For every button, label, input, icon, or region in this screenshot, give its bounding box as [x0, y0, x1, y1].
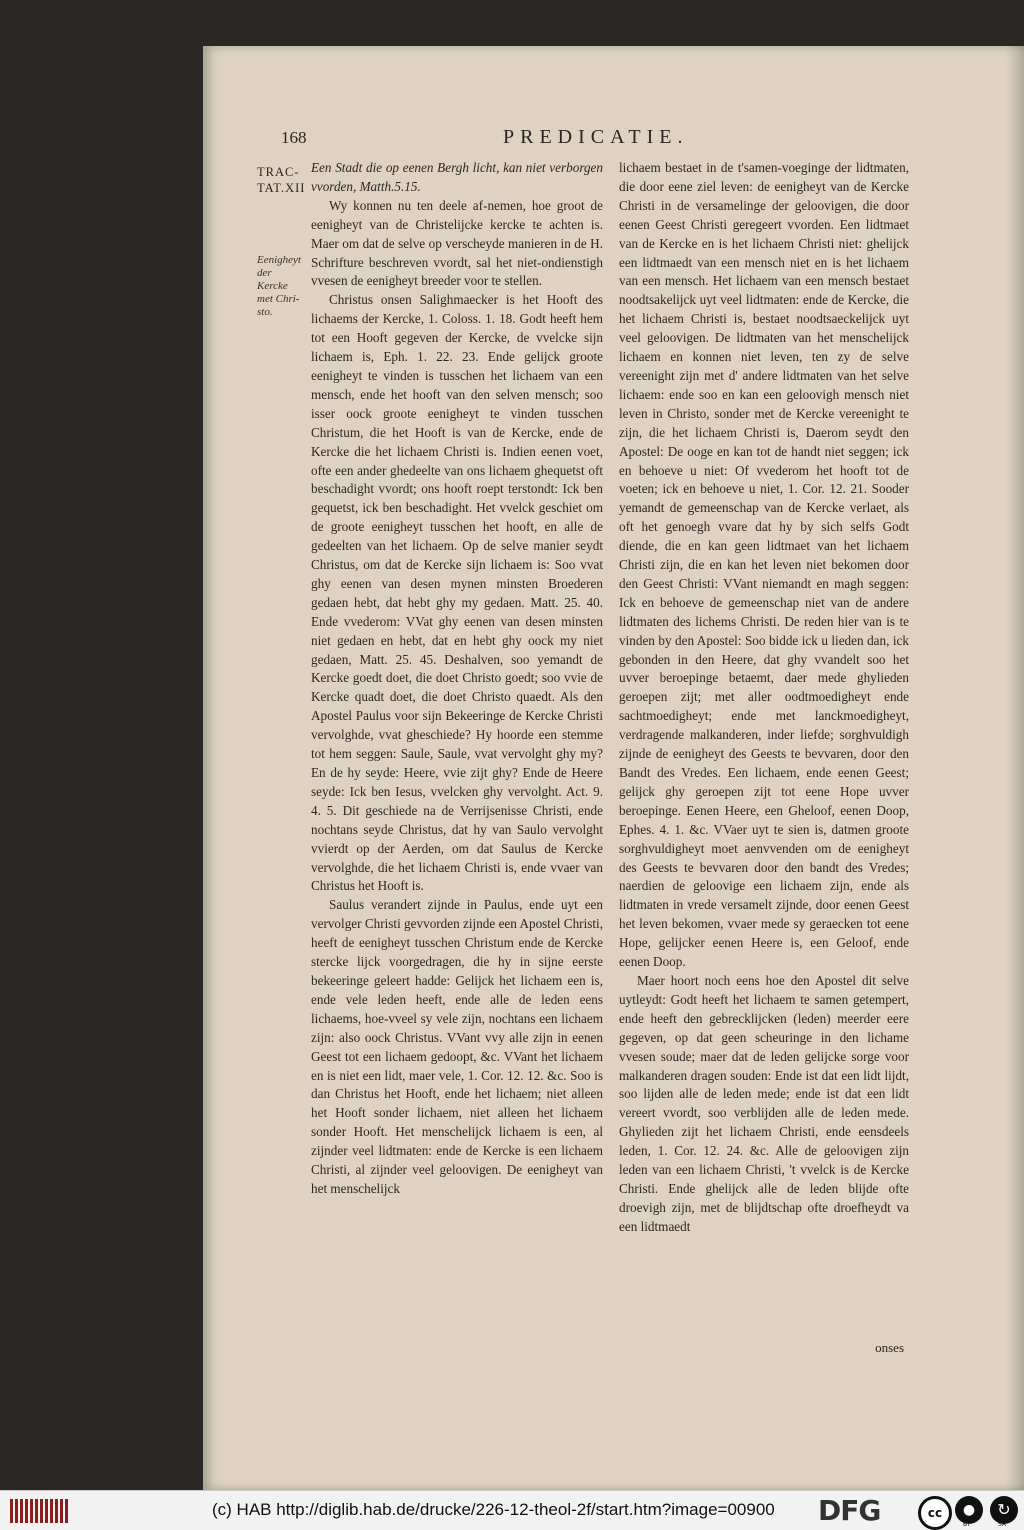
cc-icon: cc — [918, 1496, 952, 1530]
page-number: 168 — [281, 128, 307, 147]
left-paragraph: Een Stadt die op eenen Bergh licht, kan niet verborgen vvorden, Matth.5.15. — [311, 160, 603, 194]
running-title: PREDICATIE. — [503, 126, 689, 148]
sa-icon: ↻ — [990, 1496, 1018, 1524]
book-page — [203, 46, 1024, 1490]
page-edge-shadow — [1006, 46, 1024, 1490]
hab-barcode-icon — [10, 1499, 68, 1523]
left-paragraph: Christus onsen Salighmaecker is het Hooft des lichaems der Kercke, 1. Coloss. 1. 18. Godt heeft hem tot een Hooft gegeven der Kercke, de vvelcke sijn lichaem is, Eph. 1. 22. 23. Ende gelijck groote eenigheyt te vinden is tusschen het lichaem van een mensch, ende het hooft van den selven mensch; soo isser oock groote eenigheyt te vinden tusschen Christum, die het Hooft is van de Kercke, ende de Kercke die het lichaem Christi is. Indien eenen voet, ofte een ander ghedeelte van ons lichaem ghequetst oft beschadight vvordt; ons hooft roept terstondt: Ick ben gequetst, ick ben beschadight. Het vvelck geschiet om de groote eenigheyt tusschen het hooft, en alle de gedeelten van het lichaem. Op de selve manier seydt Christus, om dat de Kercke sijn lichaem is: Soo vvat ghy eenen van desen mynen minsten Broederen gedaen hebt, dat hebt ghy my gedaen. Matt. 25. 40. Ende vvederom: VVat ghy eenen van desen minsten niet gedaen en hebt, dat en hebt ghy oock my niet gedaen, Matt. 25. 45. Deshalven, soo yemandt de Kercke goedt doet, die doet Christo goedt; soo vvie de Kercke quadt doet, die doet Christo quaedt. Als den Apostel Paulus voor sijn Bekeeringe de Kercke Christi vervolghde, vvat gheschiede? Hy hoorde een stemme tot hem seggen: Saule, Saule, vvat vervolght ghy my? En de hy seyde: Heere, vvie zijt ghy? Ende de Heere seyde: Ick ben Iesus, vvelcken ghy vervolght. Act. 9. 4. 5. Dit geschiede na de Verrijsenisse Christi, ende nochtans seyde Christus, dat hy van Saulo vervolght vvierdt op der Aerden, om dat Saulus de Kercke vervolghde, die het lichaem Christi is, ende vvaer van Christus het Hooft is. — [311, 292, 603, 894]
margin-note: Eenigheyt der Kercke met Chri-sto. — [257, 254, 301, 318]
left-column — [311, 159, 603, 1199]
dfg-logo: DFG — [818, 1494, 881, 1527]
right-column — [619, 159, 909, 1237]
by-icon: ● — [955, 1496, 983, 1524]
right-paragraph: lichaem bestaet in de t'samen-voeginge der lidtmaten, die door eene ziel leven: de eenigheyt van de Kercke Christi in de versamelinge der geloovigen, die door eenen Geest Christi geregeert vvorden. Een lidtmaet van de Kercke en is het lichaem Christi niet: ghelijck een lidtmaedt van een mensch niet en is het lichaem van een mensch. Het lichaem van een mensch bestaet noodtsakelijck uyt veel lidtmaten: ende de Kercke, die het lichaem Christi is, bestaet noodtsaeckelijck uyt veel geloovigen. De lidtmaten van het menschelijck lichaem en konnen niet leven, ten zy de selve vereenight zijn met d' andere lidtmaten van het selve lichaem: ende soo en kan een geloovigh mensch niet leven in Christo, sonder met de Kercke vereenight te zijn, die het lichaem Christi is, Daerom seydt den Apostel: De ooge en kan tot de handt niet seggen; ick en behoeve u niet: Of vvederom het hooft tot de voeten; ick en behoeve u niet, 1. Cor. 12. 21. Sooder yemandt de gemeenschap van de Kercke verlaet, als oft het genoegh vvare dat hy by sich selfs Godt diende, die en kan geen lidtmaet van het lichaem Christi zijn, die en kan het leven niet bekomen door den Geest Christi: VVant niemandt en magh seggen: Ick en behoeve de gemeenschap niet van de andere lidtmaten des lichems Christi. De reden hier van is te vinden by den Apostel: Soo bidde ick u lieden dan, ick gebonden in den Heere, dat ghy vvandelt soo het uvver beroepinge betaemt, daer mede ghylieden geroepen zijt; met aller oodtmoedigheyt ende sachtmoedigheyt; ende met lanckmoedigheyt, verdragende malkanderen, inder liefde; sorghvuldigh zijnde de eenigheyt des Geests te bevvaren, door den Bandt des Vredes. Een lichaem, ende eenen Geest; gelijck ghy geroepen zijt tot eene Hope uvver beroepinge. Eenen Heere, een Gheloof, eenen Doop, Ephes. 4. 1. &c. VVaer uyt te sien is, datmen groote sorghvuldigheyt moet aenvvenden om de eenigheyt des Geests te bevvaren door den bandt des Vredes; naerdien de geloovige een lichaem zijn, ende als lidtmaten in vrede versamelt zijnde, door eenen Geest het leven bekomen, vvaer mede sy geraecken tot eene Hope, gelijcker eenen Heere is, een Geloof, ende eenen Doop. — [619, 160, 909, 970]
sa-label: SA — [998, 1521, 1007, 1528]
left-paragraph: Saulus verandert zijnde in Paulus, ende uyt een vervolger Christi gevvorden zijnde een Apostel Christi, heeft de eenigheyt tusschen Christum ende de Kercke stercke lijck voorgedragen, die hy in sijne eerste bekeeringe geleert hadde: Gelijck het lichaem een is, ende vele leden heeft, ende alle de leden eens lichaems, hoe-vveel sy vele zijn, nochtans een lichaem zijn: also oock Christus. VVant vvy alle zijn in eenen Geest tot een lichaem gedoopt, &c. VVant het lichaem en is niet een lidt, maer vele, 1. Cor. 12. 12. &c. Soo is dan Christus het Hooft, ende het lichaem; niet alleen het Hooft sonder lichaem, niet alleen het lichaem sonder Hooft. Het menschelijck lichaem is een, al zijnder veel lidtmaten: ende de Kercke is een lichaem Christi, al zijnder veel geloovigen. De eenigheyt van het menschelijck — [311, 897, 603, 1196]
viewer-footer — [0, 1490, 1024, 1530]
copyright-link[interactable]: (c) HAB http://diglib.hab.de/drucke/226-12-theol-2f/start.htm?image=00900 — [212, 1500, 775, 1519]
by-label: BY — [963, 1521, 971, 1528]
page-header — [203, 126, 1024, 156]
tract-label: TRAC- TAT.XII — [257, 165, 306, 195]
catchword: onses — [875, 1340, 904, 1355]
right-paragraph: Maer hoort noch eens hoe den Apostel dit selve uytleydt: Godt heeft het lichaem te samen getempert, ende heeft den gebrecklijcken (leden) meerder eere gegeven, op dat geen scheuringe in den lichame vvesen soude; maer dat de leden gelijcke sorge voor malkanderen dragen souden: Ende ist dat een lidt lijdt, soo lijden alle de leden mede; ende ist dat een lidt vereert vvordt, soo verblijden alle de leden mede. Ghylieden zijt het lichaem Christi, ende eensdeels leden, 1. Cor. 12. 24. &c. Alle de geloovigen zijn leden van een lichaem Christi, 't vvelck is de Kercke Christi. Ende ghelijck alle de leden blijde ofte droevigh zijn, met de blijdtschap ofte droefheydt va een lidtmaedt — [619, 972, 909, 1234]
left-paragraph: Wy konnen nu ten deele af-nemen, hoe groot de eenigheyt van de Christelijcke kercke te achten is. Maer om dat de selve op verscheyde manieren in de H. Schrifture beschreven vvordt, sal het niet-ondienstigh vvesen de eenigheyt breeder voor te stellen. — [311, 197, 603, 289]
